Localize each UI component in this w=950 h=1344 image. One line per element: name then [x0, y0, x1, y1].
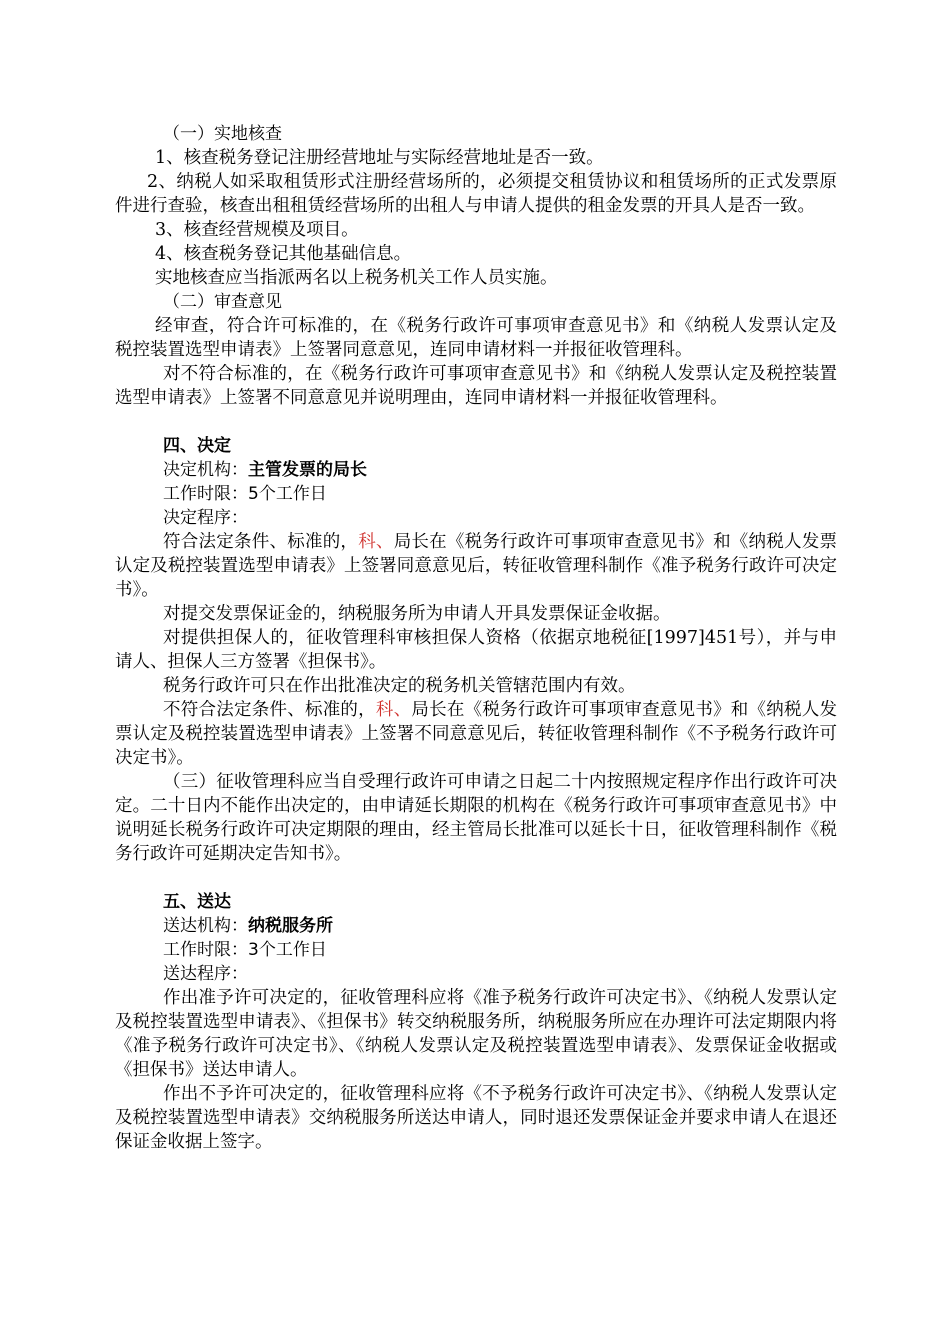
decision-reject-highlight: 科、: [375, 700, 412, 720]
decision-time-value: 5个工作日: [248, 484, 327, 504]
decision-deposit-paragraph: 对提交发票保证金的，纳税服务所为申请人开具发票保证金收据。: [163, 604, 671, 624]
decision-guarantor-paragraph: 对提供担保人的，征收管理科审核担保人资格（依据京地税征[1997]451号），并与申请人、担保人三方签署《担保书》。: [115, 628, 837, 672]
check-item-3: 3、核查经营规模及项目。: [155, 220, 359, 240]
decision-approve-text-a: 符合法定条件、标准的，: [163, 532, 359, 552]
decision-time-line: [115, 482, 837, 506]
subsection-title-review-opinion: （二）审查意见: [163, 292, 282, 312]
decision-org-value: 主管发票的局长: [248, 460, 367, 480]
decision-reject-paragraph: [115, 698, 837, 770]
delivery-org-value: 纳税服务所: [248, 916, 333, 936]
decision-org-line: [115, 458, 837, 482]
document-page: [115, 122, 837, 1154]
delivery-approve-paragraph: 作出准予许可决定的，征收管理科应将《准予税务行政许可决定书》、《纳税人发票认定及税控装置选型申请表》、《担保书》转交纳税服务所，纳税服务所应在办理许可法定期限内将《准予税务行政许可决定书》、《纳税人发票认定及税控装置选型申请表》、发票保证金收据或《担保书》送达申请人。: [115, 988, 837, 1080]
field-check-note: 实地核查应当指派两名以上税务机关工作人员实施。: [155, 268, 558, 288]
delivery-time-label: 工作时限：: [163, 940, 248, 960]
delivery-reject-paragraph: 作出不予许可决定的，征收管理科应将《不予税务行政许可决定书》、《纳税人发票认定及税控装置选型申请表》交纳税服务所送达申请人，同时退还发票保证金并要求申请人在退还保证金收据上签字。: [115, 1084, 837, 1152]
delivery-org-line: [115, 914, 837, 938]
delivery-time-value: 3个工作日: [248, 940, 327, 960]
decision-procedure-label: 决定程序：: [163, 508, 248, 528]
delivery-time-line: [115, 938, 837, 962]
decision-approve-paragraph: [115, 530, 837, 602]
spacer: [115, 410, 837, 434]
subsection-title-field-check: （一）实地核查: [163, 124, 282, 144]
check-item-2: 2、纳税人如采取租赁形式注册经营场所的，必须提交租赁协议和租赁场所的正式发票原件进行查验，核查出租租赁经营场所的出租人与申请人提供的租金发票的开具人是否一致。: [115, 172, 837, 216]
decision-reject-text-b: 局长在《税务行政许可事项审查意见书》和《纳税人发票认定及税控装置选型申请表》上签署不同意意见后，转征收管理科制作《不予税务行政许可决定书》。: [115, 700, 838, 768]
check-item-1: 1、核查税务登记注册经营地址与实际经营地址是否一致。: [155, 148, 604, 168]
section-title-delivery: 五、送达: [163, 892, 231, 912]
review-reject-paragraph: 对不符合标准的，在《税务行政许可事项审查意见书》和《纳税人发票认定及税控装置选型申请表》上签署不同意意见并说明理由，连同申请材料一并报征收管理科。: [115, 364, 837, 408]
decision-org-label: 决定机构：: [163, 460, 248, 480]
decision-deadline-paragraph: （三）征收管理科应当自受理行政许可申请之日起二十内按照规定程序作出行政许可决定。二十日内不能作出决定的，由申请延长期限的机构在《税务行政许可事项审查意见书》中说明延长税务行政许可决定期限的理由，经主管局长批准可以延长十日，征收管理科制作《税务行政许可延期决定告知书》。: [115, 772, 837, 864]
decision-approve-highlight: 科、: [358, 532, 394, 552]
section-title-decision: 四、决定: [163, 436, 231, 456]
delivery-org-label: 送达机构：: [163, 916, 248, 936]
delivery-procedure-label: 送达程序：: [163, 964, 248, 984]
decision-reject-text-a: 不符合法定条件、标准的，: [163, 700, 376, 720]
spacer: [115, 866, 837, 890]
check-item-4: 4、核查税务登记其他基础信息。: [155, 244, 412, 264]
review-approve-paragraph: 经审查，符合许可标准的，在《税务行政许可事项审查意见书》和《纳税人发票认定及税控装置选型申请表》上签署同意意见，连同申请材料一并报征收管理科。: [115, 316, 837, 360]
decision-approve-text-b: 局长在《税务行政许可事项审查意见书》和《纳税人发票认定及税控装置选型申请表》上签署同意意见后，转征收管理科制作《准予税务行政许可决定书》。: [115, 532, 838, 600]
decision-scope-paragraph: 税务行政许可只在作出批准决定的税务机关管辖范围内有效。: [163, 676, 636, 696]
decision-time-label: 工作时限：: [163, 484, 248, 504]
